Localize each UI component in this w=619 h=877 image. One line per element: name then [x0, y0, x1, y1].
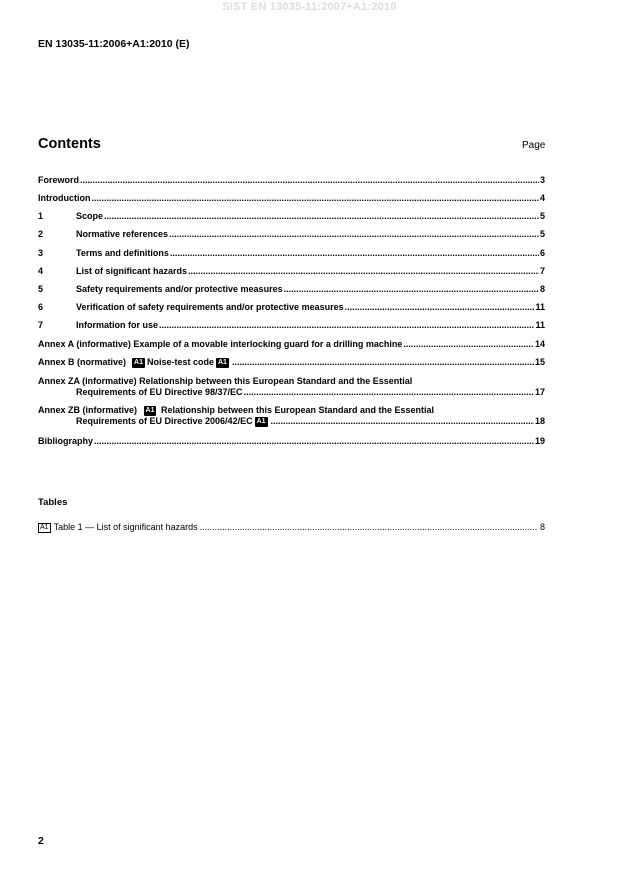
- toc-leader: [169, 229, 539, 240]
- toc-entry-scope[interactable]: [38, 211, 545, 222]
- toc-page: 11: [535, 320, 545, 330]
- toc-entry-annex-b[interactable]: [38, 357, 545, 368]
- toc-title: Noise-test code: [146, 357, 214, 367]
- toc-title: Annex A (informative) Example of a movable interlocking guard for a drilling machine: [38, 339, 403, 349]
- page-column-label: Page: [522, 140, 546, 151]
- toc-title-prefix: Annex B (normative): [38, 357, 127, 367]
- toc-leader: [170, 248, 539, 259]
- toc-page: 15: [534, 357, 545, 367]
- toc-number: 7: [38, 320, 44, 330]
- amendment-start-icon: A1: [145, 407, 155, 414]
- toc-leader: [271, 416, 534, 427]
- toc-entry-verification[interactable]: [38, 302, 545, 313]
- toc-title: Normative references: [76, 229, 169, 239]
- watermark: SIST EN 13035-11:2007+A1:2010: [222, 1, 397, 13]
- toc-title: Bibliography: [38, 436, 94, 446]
- toc-entry-introduction[interactable]: [38, 193, 545, 204]
- toc-title: Scope: [76, 211, 104, 221]
- toc-entry-bibliography[interactable]: [38, 436, 545, 447]
- toc-page: 17: [534, 387, 545, 397]
- toc-title: Verification of safety requirements and/or protective measures: [76, 302, 344, 312]
- toc-page: 5: [539, 211, 545, 221]
- toc-page: 14: [534, 339, 545, 349]
- toc-page: 19: [534, 436, 545, 446]
- tables-heading: Tables: [38, 497, 68, 508]
- toc-number: 5: [38, 284, 44, 294]
- toc-entry-annex-za[interactable]: [38, 376, 545, 398]
- toc-number: 2: [38, 229, 44, 239]
- toc-leader: [94, 436, 534, 447]
- toc-entry-annex-a[interactable]: [38, 339, 545, 350]
- toc-title: Information for use: [76, 320, 159, 330]
- toc-leader: [284, 284, 539, 295]
- table-page: 8: [539, 522, 545, 532]
- toc-leader: [403, 339, 534, 350]
- toc-title: Safety requirements and/or protective measures: [76, 284, 283, 294]
- toc-page: 7: [539, 266, 545, 276]
- toc-entry-annex-zb[interactable]: [38, 405, 545, 427]
- amendment-end-icon: A1: [256, 418, 266, 425]
- page-number: 2: [38, 835, 44, 847]
- toc-number: 4: [38, 266, 44, 276]
- toc-leader: [188, 266, 539, 277]
- toc-title: Foreword: [38, 175, 80, 185]
- toc-number: 1: [38, 211, 44, 221]
- toc-leader: [104, 211, 539, 222]
- toc-leader: [80, 175, 539, 186]
- toc-entry-normative-references[interactable]: [38, 229, 545, 240]
- toc-leader: [92, 193, 539, 204]
- document-id: EN 13035-11:2006+A1:2010 (E): [38, 38, 190, 50]
- toc-title: List of significant hazards: [76, 266, 188, 276]
- toc-page: 11: [535, 302, 545, 312]
- toc-page: 3: [539, 175, 545, 185]
- toc-number: 3: [38, 248, 44, 258]
- toc-entry-hazards[interactable]: [38, 266, 545, 277]
- toc-title-line2: Requirements of EU Directive 2006/42/EC: [76, 416, 253, 426]
- toc-title: Introduction: [38, 193, 91, 203]
- toc-leader: [232, 357, 534, 368]
- toc-page: 6: [539, 248, 545, 258]
- toc-page: 4: [539, 193, 545, 203]
- toc-entry-terms[interactable]: [38, 248, 545, 259]
- toc-leader: [345, 302, 535, 313]
- toc-title-line2: Requirements of EU Directive 98/37/EC: [76, 387, 243, 397]
- toc-title-line1: Relationship between this European Standard and the Essential: [161, 405, 435, 415]
- table-list-entry[interactable]: [38, 522, 545, 533]
- toc-title-prefix: Annex ZB (informative): [38, 405, 138, 415]
- amendment-end-icon: A1: [218, 359, 227, 366]
- amendment-start-icon: A1: [40, 524, 49, 531]
- toc-entry-safety-requirements[interactable]: [38, 284, 545, 295]
- toc-entry-information-for-use[interactable]: [38, 320, 545, 331]
- toc-page: 18: [534, 416, 545, 426]
- toc-leader: [200, 522, 538, 533]
- amendment-start-icon: A1: [134, 359, 143, 366]
- toc-leader: [159, 320, 534, 331]
- toc-title: Terms and definitions: [76, 248, 169, 258]
- toc-leader: [244, 387, 534, 398]
- toc-number: 6: [38, 302, 44, 312]
- toc-page: 8: [539, 284, 545, 294]
- contents-heading: Contents: [38, 136, 101, 152]
- toc-title-line1: Annex ZA (informative) Relationship between this European Standard and the Essential: [38, 376, 413, 386]
- table-title: Table 1 — List of significant hazards: [53, 522, 198, 532]
- toc-entry-foreword[interactable]: [38, 175, 545, 186]
- toc-page: 5: [539, 229, 545, 239]
